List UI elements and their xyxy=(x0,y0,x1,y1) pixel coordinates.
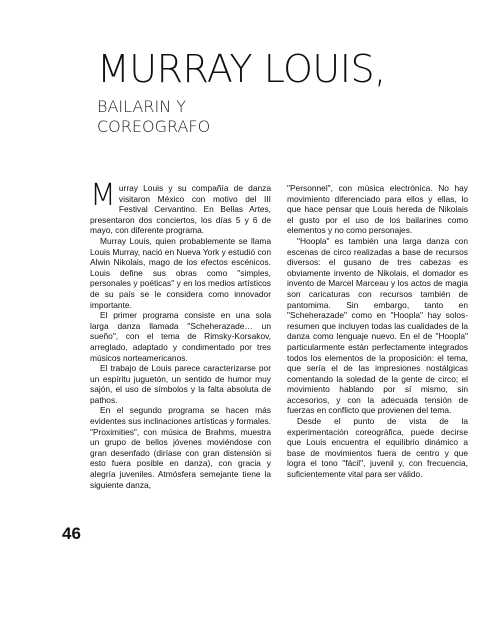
paragraph-8: Desde el punto de vista de la experimentación coreográfica, puede decirse que Louis encuentra el equilibrio dinámico a base de movimientos fuera de centro y que logra el tono "fácil", juvenil y, con frecuencia, suficientemente vital para ser válido. xyxy=(287,416,468,480)
article-title: MURRAY LOUIS, xyxy=(97,47,386,91)
paragraph-6: "Personnel", con música electrónica. No hay movimiento diferenciado para ellos y ellas, lo que hace pensar que Louis hereda de Nikolais el gusto por el uso de los bailarines como elementos y no como personajes. xyxy=(287,183,468,236)
paragraph-7: "Hoopla" es también una larga danza con escenas de circo realizadas a base de recursos diversos: el gusano de tres cabezas es obviamente invento de Nikolais, el domador es invento de Marcel Marceau y los actos de magia son caricaturas con recursos también de pantomima. Sin embargo, tanto en "Scheherazade" como en "Hoopla" hay solos-resumen que incluyen todas las cualidades de la danza como lenguaje nuevo. En el de "Hoopla" particularmente están perfectamente integrados todos los elementos de la proposición: el tema, que sería el de las impresiones nostálgicas comentando la soledad de la gente de circo; el movimiento hablando por sí mismo, sin accesorios, y con la adecuada tensión de fuerzas en conflicto que provienen del tema. xyxy=(287,235,468,416)
paragraph-1 xyxy=(90,178,271,236)
left-column xyxy=(90,178,271,490)
article-subtitle xyxy=(97,97,297,137)
subtitle-line-2: COREOGRAFO xyxy=(97,117,211,136)
paragraph-1-text: urray Louis y su compañía de danza visitaron México con motivo del III Festival Cervantino. En Bellas Artes, presentaron dos conciertos, los días 5 y 6 de mayo, con diferente programa. xyxy=(90,183,271,236)
right-column xyxy=(287,183,468,480)
drop-cap: M xyxy=(90,178,116,213)
paragraph-5: En el segundo programa se hacen más evidentes sus inclinaciones artísticas y formales. "Proximities", con música de Brahms, muestra un grupo de bellos jóvenes moviéndose con gran desenfado (diríase con gran distensión si esto fuera posible en danza), con gracia y alegría juveniles. Atmósfera semejante tiene la siguiente danza, xyxy=(90,405,271,490)
paragraph-3: El primer programa consiste en una sola larga danza llamada "Scheherazade… un sueño", con el tema de Rimsky-Korsakov, arreglado, adaptado y condimentado por tres músicos norteamericanos. xyxy=(90,310,271,363)
paragraph-4: El trabajo de Louis parece caracterizarse por un espíritu juguetón, un sentido de humor muy sajón, el uso de símbolos y la falta absoluta de pathos. xyxy=(90,363,271,405)
subtitle-line-1: BAILARIN Y xyxy=(97,97,187,116)
page-number: 46 xyxy=(62,524,81,543)
paragraph-2: Murray Louis, quien probablemente se llama Louis Murray, nació en Nueva York y estudió con Alwin Nikolais, mago de los efectos escénicos. Louis define sus obras como "simples, personales y poéticas" y en los medios artísticos de su país se le considera como innovador importante. xyxy=(90,235,271,310)
